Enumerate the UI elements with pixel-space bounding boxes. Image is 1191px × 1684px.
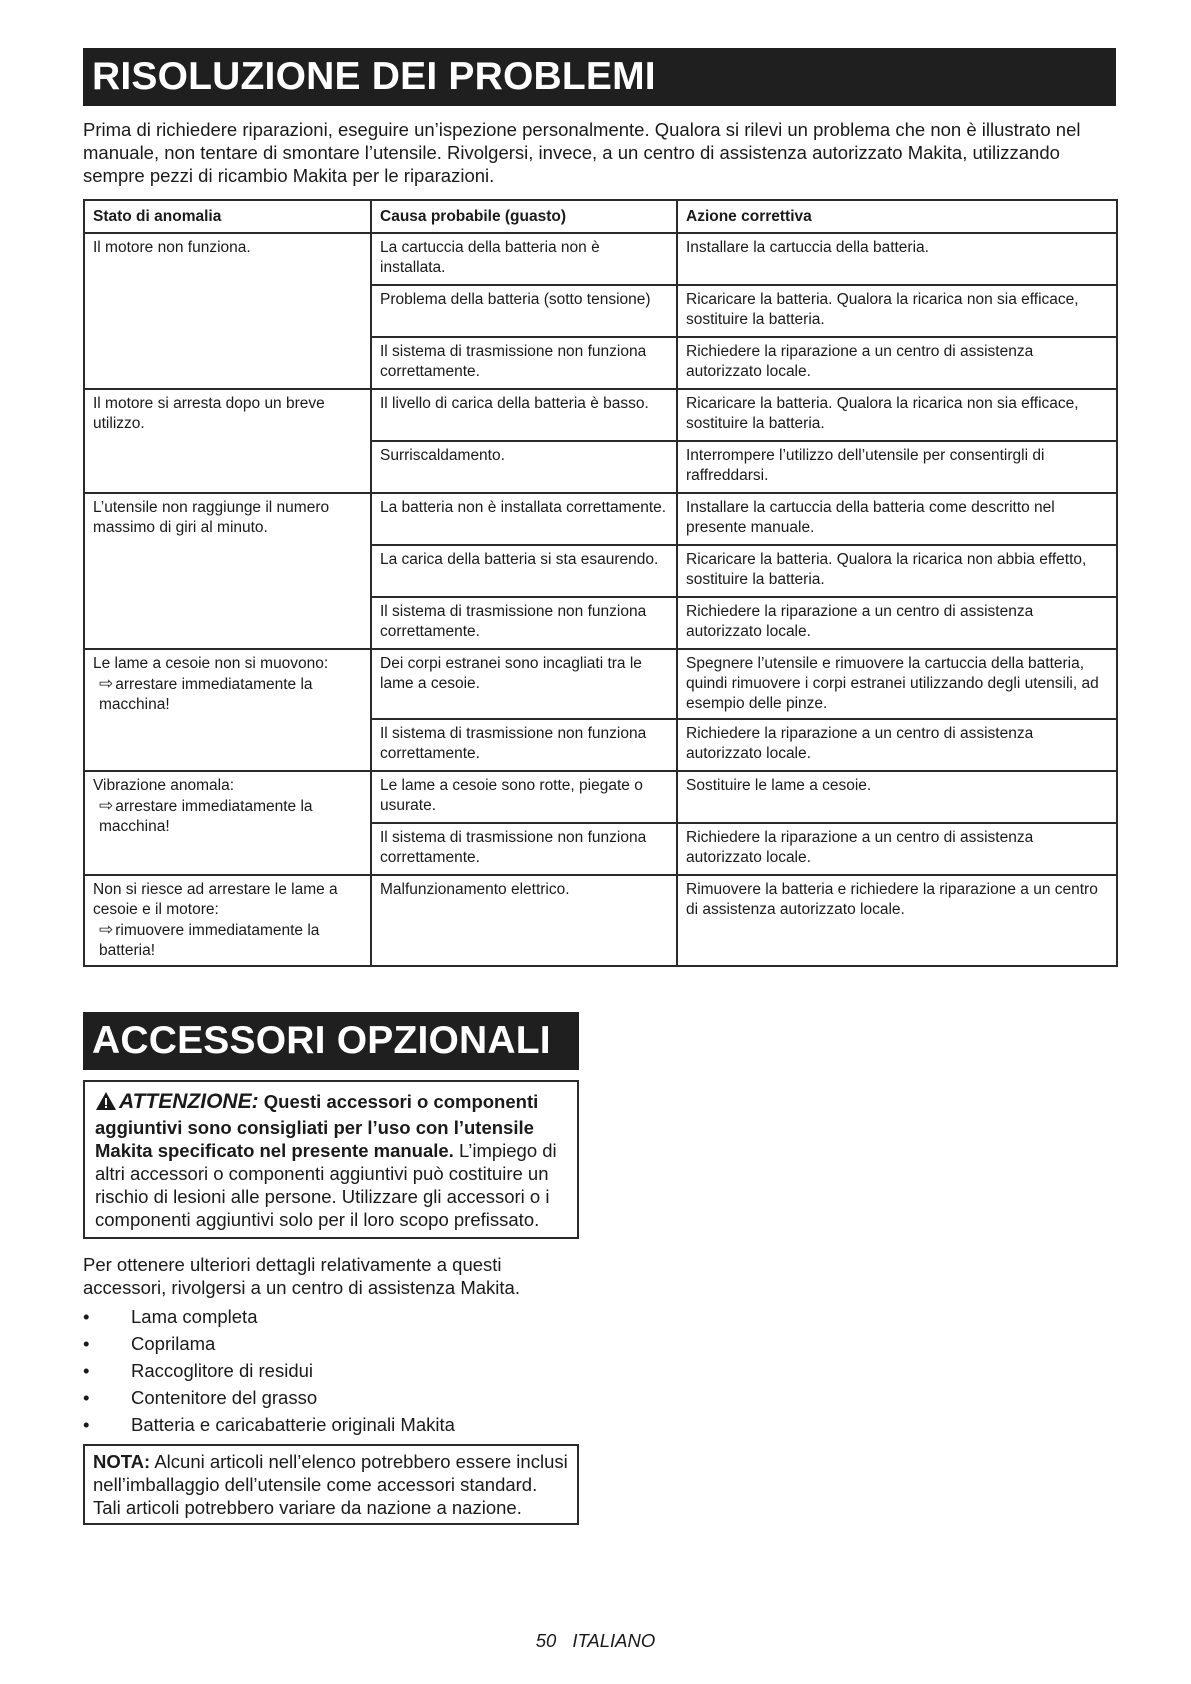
table-row (84, 875, 1117, 966)
warning-label: ATTENZIONE: (119, 1090, 259, 1113)
action-cell: Richiedere la riparazione a un centro di assistenza autorizzato locale. (677, 597, 1117, 649)
troubleshooting-title: RISOLUZIONE DEI PROBLEMI (83, 48, 1116, 106)
troubleshooting-intro: Prima di richiedere riparazioni, eseguire un’ispezione personalmente. Qualora si rilevi un problema che non è illustrato nel manuale, non tentare di smontare l’utensile. Rivolgersi, invece, a un centro di assistenza autorizzato Makita, utilizzando sempre pezzi di ricambio Makita per le riparazioni. (83, 119, 1081, 186)
action-cell: Installare la cartuccia della batteria come descritto nel presente manuale. (677, 493, 1117, 545)
list-item: • Batteria e caricabatterie originali Makita (83, 1414, 455, 1435)
cause-cell: Malfunzionamento elettrico. (371, 875, 677, 966)
footer-language: ITALIANO (572, 1630, 656, 1651)
accessories-title: ACCESSORI OPZIONALI (83, 1012, 579, 1070)
header-cause: Causa probabile (guasto) (371, 200, 677, 233)
accessories-list (83, 1303, 579, 1438)
cause-cell: Le lame a cesoie sono rotte, piegate o usurate. (371, 771, 677, 823)
cause-cell: La batteria non è installata correttamente. (371, 493, 677, 545)
accessories-intro: Per ottenere ulteriori dettagli relativamente a questi accessori, rivolgersi a un centro di assistenza Makita. (83, 1254, 520, 1298)
table-row (84, 389, 1117, 441)
warning-triangle-icon (95, 1091, 117, 1116)
warning-bold-text: Questi accessori o componenti aggiuntivi sono consigliati per l’uso con l’utensile Makita specificato nel presente manuale. (95, 1091, 539, 1161)
header-action: Azione correttiva (677, 200, 1117, 233)
list-item: • Contenitore del grasso (83, 1387, 318, 1408)
table-row (84, 233, 1117, 285)
cause-cell: Il sistema di trasmissione non funziona correttamente. (371, 823, 677, 875)
action-cell: Richiedere la riparazione a un centro di assistenza autorizzato locale. (677, 337, 1117, 389)
list-item: • Lama completa (83, 1306, 258, 1327)
note-label: NOTA: (93, 1451, 151, 1472)
accessories-section (83, 1012, 579, 1525)
table-row (84, 771, 1117, 823)
cause-cell: Il sistema di trasmissione non funziona correttamente. (371, 597, 677, 649)
warning-box (83, 1080, 579, 1239)
action-cell: Sostituire le lame a cesoie. (677, 771, 1117, 823)
action-cell: Spegnere l’utensile e rimuovere la cartuccia della batteria, quindi rimuovere i corpi estranei utilizzando degli utensili, ad esempio delle pinze. (677, 649, 1117, 719)
cause-cell: Surriscaldamento. (371, 441, 677, 493)
state-cell: Il motore non funziona. (84, 233, 371, 389)
action-cell: Ricaricare la batteria. Qualora la ricarica non sia efficace, sostituire la batteria. (677, 285, 1117, 337)
arrow-right-icon: ⇨ (99, 796, 114, 815)
note-box (83, 1444, 579, 1525)
list-item: • Raccoglitore di residui (83, 1360, 314, 1381)
table-row (84, 649, 1117, 719)
cause-cell: Il sistema di trasmissione non funziona correttamente. (371, 719, 677, 771)
page-number: 50 (535, 1630, 557, 1651)
state-cell: Non si riesce ad arrestare le lame a cesoie e il motore: ⇨ rimuovere immediatamente la batteria! (84, 875, 371, 966)
list-item: • Coprilama (83, 1333, 216, 1354)
action-cell: Ricaricare la batteria. Qualora la ricarica non abbia effetto, sostituire la batteria. (677, 545, 1117, 597)
arrow-right-icon: ⇨ (99, 674, 114, 693)
warning-text: L’impiego di altri accessori o componenti aggiuntivi può costituire un rischio di lesioni alle persone. Utilizzare gli accessori o i componenti aggiuntivi solo per il loro scopo prefissato. (95, 1140, 557, 1230)
action-cell: Installare la cartuccia della batteria. (677, 233, 1117, 285)
action-cell: Richiedere la riparazione a un centro di assistenza autorizzato locale. (677, 719, 1117, 771)
state-cell: Il motore si arresta dopo un breve utilizzo. (84, 389, 371, 493)
state-cell: Le lame a cesoie non si muovono: ⇨ arrestare immediatamente la macchina! (84, 649, 371, 771)
note-text: Alcuni articoli nell’elenco potrebbero essere inclusi nell’imballaggio dell’utensile come accessori standard. Tali articoli potrebbero variare da nazione a nazione. (93, 1451, 568, 1518)
action-cell: Rimuovere la batteria e richiedere la riparazione a un centro di assistenza autorizzato locale. (677, 875, 1117, 966)
page-footer (0, 1630, 1191, 1652)
table-header-row (84, 200, 1117, 233)
troubleshooting-table (83, 199, 1118, 967)
state-cell: L’utensile non raggiunge il numero massimo di giri al minuto. (84, 493, 371, 649)
cause-cell: Il livello di carica della batteria è basso. (371, 389, 677, 441)
cause-cell: La carica della batteria si sta esaurendo. (371, 545, 677, 597)
cause-cell: Dei corpi estranei sono incagliati tra le lame a cesoie. (371, 649, 677, 719)
troubleshooting-section (83, 48, 1116, 967)
cause-cell: Problema della batteria (sotto tensione) (371, 285, 677, 337)
action-cell: Richiedere la riparazione a un centro di assistenza autorizzato locale. (677, 823, 1117, 875)
table-body (84, 233, 1117, 966)
action-cell: Ricaricare la batteria. Qualora la ricarica non sia efficace, sostituire la batteria. (677, 389, 1117, 441)
table-row (84, 493, 1117, 545)
header-state: Stato di anomalia (84, 200, 371, 233)
state-cell: Vibrazione anomala: ⇨ arrestare immediatamente la macchina! (84, 771, 371, 875)
arrow-right-icon: ⇨ (99, 920, 114, 939)
action-cell: Interrompere l’utilizzo dell’utensile per consentirgli di raffreddarsi. (677, 441, 1117, 493)
cause-cell: La cartuccia della batteria non è installata. (371, 233, 677, 285)
cause-cell: Il sistema di trasmissione non funziona correttamente. (371, 337, 677, 389)
